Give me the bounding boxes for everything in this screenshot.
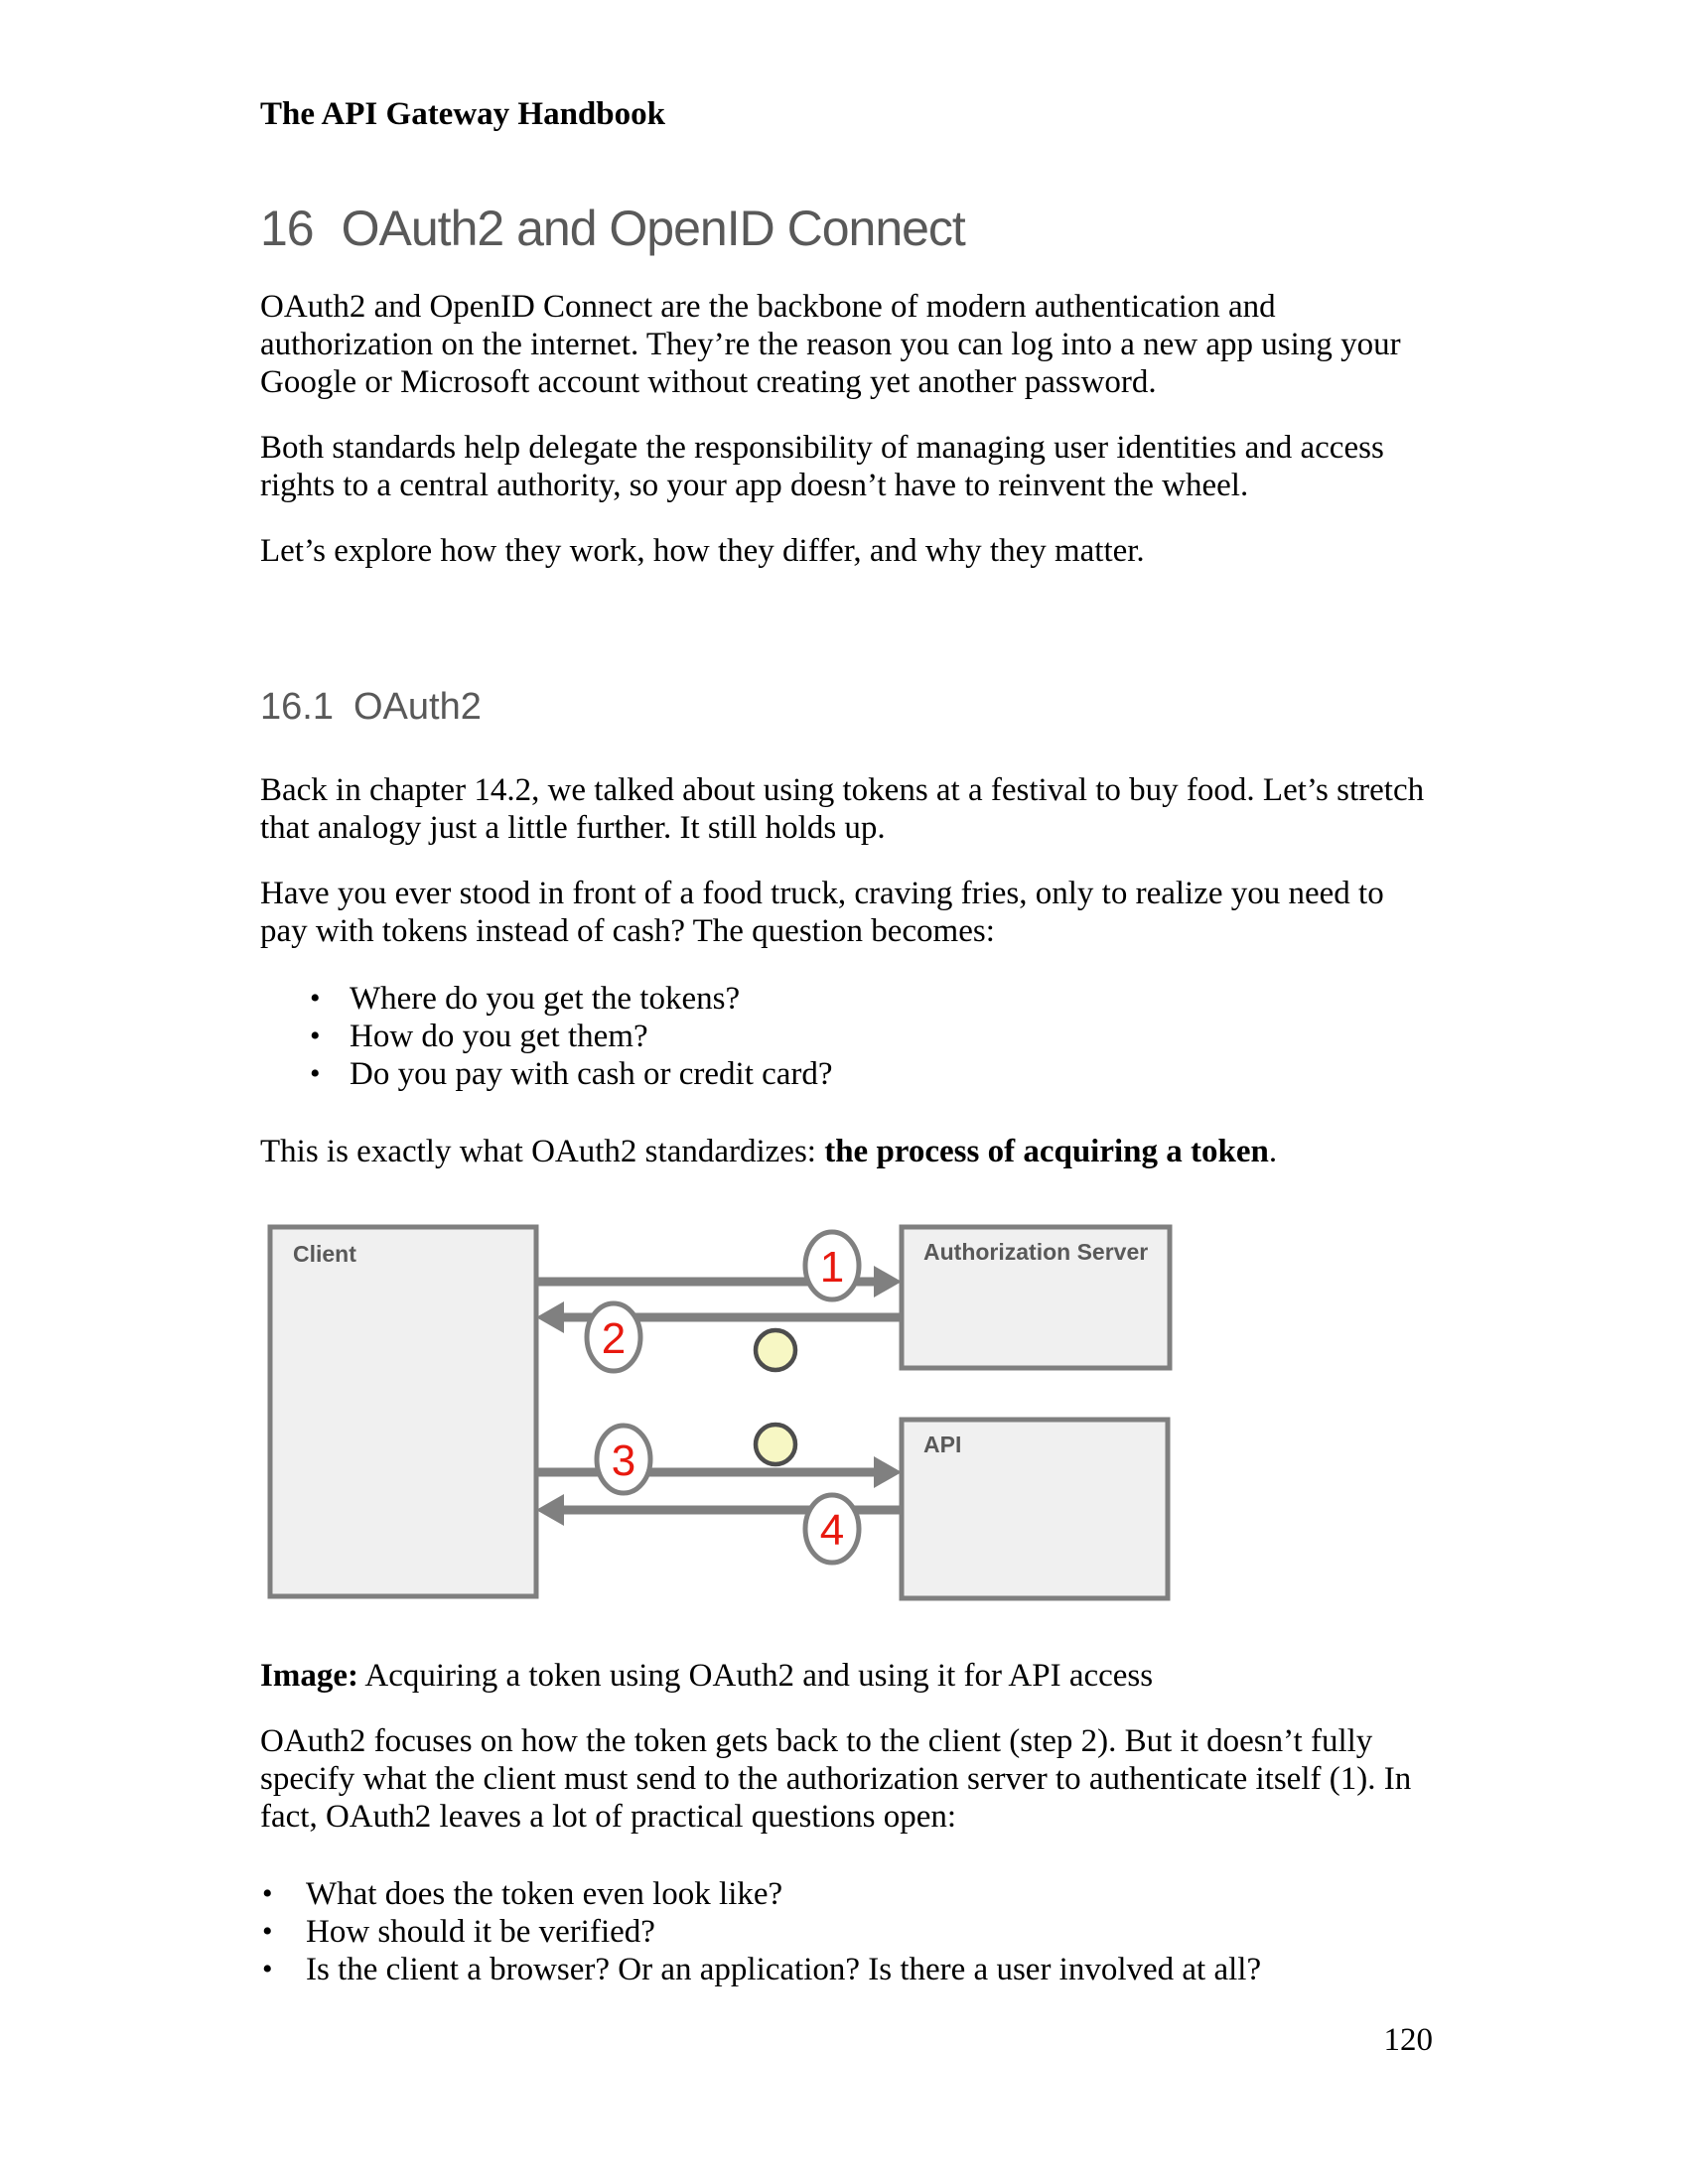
token-icon [756, 1330, 795, 1370]
section-title-text: OAuth2 [352, 686, 482, 728]
standardizes-prefix: This is exactly what OAuth2 standardizes: [260, 1134, 825, 1169]
bullet-icon: • [262, 1953, 273, 1985]
section-number: 16.1 [260, 686, 334, 728]
list-item-text: Where do you get the tokens? [350, 981, 741, 1017]
bullet-icon: • [262, 1877, 273, 1910]
chapter-number: 16 [260, 201, 314, 256]
after-paragraph-1: OAuth2 focuses on how the token gets back to the client (step 2). But it doesn’t fully specify what the client must send to the authorization server to authenticate itself (1). In fact, OAuth2 leaves a lot of practical questions open: [260, 1723, 1412, 1835]
list-item [310, 980, 1434, 1018]
step-3-number: 3 [611, 1436, 636, 1485]
list-item-text: What does the token even look like? [306, 1876, 783, 1912]
oauth2-flow-diagram [248, 1214, 1192, 1631]
caption-label: Image: [260, 1658, 358, 1694]
image-caption [260, 1657, 1434, 1695]
intro-paragraph-1: OAuth2 and OpenID Connect are the backbone of modern authentication and authorization on the internet. They’re the reason you can log into a new app using your Google or Microsoft account without creating yet another password. [260, 289, 1401, 400]
step-4-number: 4 [819, 1506, 845, 1555]
page-number: 120 [1383, 2022, 1433, 2058]
running-header: The API Gateway Handbook [260, 96, 665, 132]
section-paragraph-2: Have you ever stood in front of a food truck, craving fries, only to realize you need to pay with tokens instead of cash? The question becomes: [260, 876, 1384, 949]
chapter-title-text: OAuth2 and OpenID Connect [341, 201, 965, 256]
bullet-icon: • [310, 982, 321, 1015]
open-questions-list [262, 1875, 1434, 1988]
standardizes-bold: the process of acquiring a token [824, 1134, 1269, 1169]
list-item [262, 1951, 1434, 1988]
step-2-number: 2 [601, 1314, 627, 1363]
list-item [262, 1913, 1434, 1951]
list-item [310, 1055, 1434, 1093]
client-box-label: Client [293, 1241, 356, 1267]
list-item-text: How should it be verified? [306, 1914, 655, 1950]
token-icon [756, 1425, 795, 1464]
intro-paragraph-3: Let’s explore how they work, how they differ, and why they matter. [260, 533, 1145, 569]
list-item-text: How do you get them? [350, 1019, 648, 1054]
list-item-text: Do you pay with cash or credit card? [350, 1056, 833, 1092]
authorization-server-box-label: Authorization Server [923, 1239, 1149, 1265]
arrow-2-head-icon [536, 1301, 564, 1333]
bullet-icon: • [262, 1915, 273, 1948]
caption-text: Acquiring a token using OAuth2 and using it for API access [357, 1658, 1154, 1694]
standardizes-line [260, 1133, 1434, 1170]
arrow-4-head-icon [536, 1494, 564, 1526]
list-item [262, 1875, 1434, 1913]
arrow-1-head-icon [874, 1266, 902, 1297]
bullet-icon: • [310, 1057, 321, 1090]
chapter-heading [260, 199, 1434, 258]
section-paragraph-1: Back in chapter 14.2, we talked about using tokens at a festival to buy food. Let’s stretch that analogy just a little further. It still holds up. [260, 772, 1425, 846]
standardizes-suffix: . [1268, 1134, 1278, 1169]
section-heading [260, 684, 1434, 730]
arrow-3-head-icon [874, 1456, 902, 1488]
step-1-number: 1 [819, 1243, 845, 1292]
api-box-label: API [923, 1432, 962, 1457]
list-item-text: Is the client a browser? Or an application? Is there a user involved at all? [306, 1952, 1262, 1987]
bullet-icon: • [310, 1020, 321, 1052]
intro-paragraph-2: Both standards help delegate the responsibility of managing user identities and access rights to a central authority, so your app doesn’t have to reinvent the wheel. [260, 430, 1384, 503]
client-box [270, 1227, 536, 1596]
list-item [310, 1018, 1434, 1055]
token-questions-list [310, 980, 1434, 1093]
